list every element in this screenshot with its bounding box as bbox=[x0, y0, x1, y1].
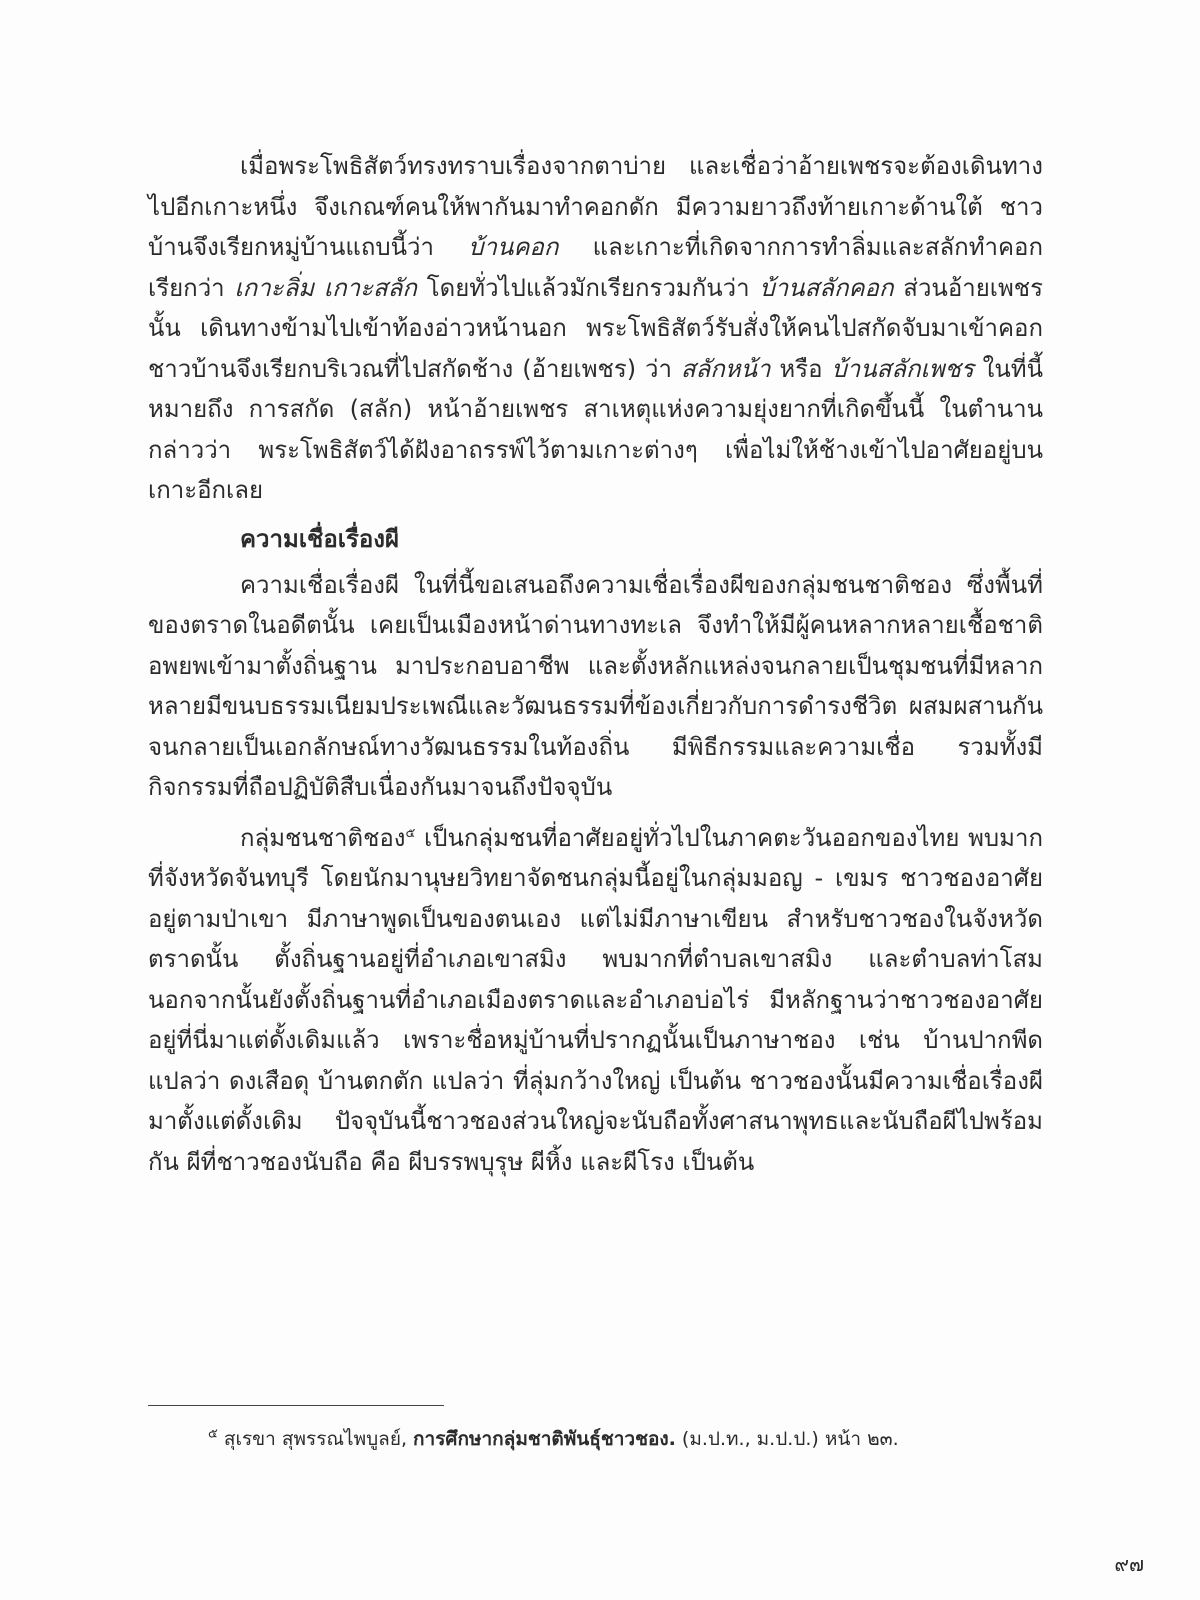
footnote-title: การศึกษากลุ่มชาติพันธุ์ชาวชอง. bbox=[413, 1428, 676, 1450]
page-number: ๙๗ bbox=[1114, 1552, 1144, 1576]
term-ban-salak-phet: บ้านสลักเพชร bbox=[831, 354, 974, 383]
section-heading: ความเชื่อเรื่องผี bbox=[240, 524, 400, 553]
paragraph-elephant-legend: เมื่อพระโพธิสัตว์ทรงทราบเรื่องจากตาบ่าย และเชื่อว่าอ้ายเพชรจะต้องเดินทางไปอีกเกาะหนึ่ง จึงเกณฑ์คนให้พากันมาทำคอกดัก มีความยาวถึงท้ายเกาะด้านใต้ ชาวบ้านจึงเรียกหมู่บ้านแถบนี้ว่า บ้านคอก และเกาะที่เกิดจากการทำลิ่มและสลักทำคอก เรียกว่า เกาะลิ่ม เกาะสลัก โดยทั่วไปแล้วมักเรียกรวมกันว่า บ้านสลักคอก ส่วนอ้ายเพชรนั้น เดินทางข้ามไปเข้าท้องอ่าวหน้านอก พระโพธิสัตว์รับสั่งให้คนไปสกัดจับมาเข้าคอก ชาวบ้านจึงเรียกบริเวณที่ไปสกัดช้าง (อ้ายเพชร) ว่า สลักหน้า หรือ บ้านสลักเพชร ในที่นี้หมายถึง การสกัด (สลัก) หน้าอ้ายเพชร สาเหตุแห่งความยุ่งยากที่เกิดขึ้นนี้ ในตำนานกล่าวว่า พระโพธิสัตว์ได้ฝังอาถรรพ์ไว้ตามเกาะต่างๆ เพื่อไม่ให้ช้างเข้าไปอาศัยอยู่บนเกาะอีกเลย bbox=[148, 152, 1044, 504]
body-text bbox=[148, 146, 1043, 1182]
footnote-author: สุเรขา สุพรรณไพบูลย์, bbox=[217, 1428, 414, 1450]
footnote-divider bbox=[148, 1405, 444, 1406]
term-ko-lim-ko-salak: เกาะลิ่ม เกาะสลัก bbox=[234, 273, 417, 302]
footnote-reference[interactable]: ๕ bbox=[405, 825, 416, 841]
term-salak-na: สลักหน้า bbox=[680, 354, 771, 383]
footnote bbox=[208, 1424, 1048, 1454]
term-ban-salak-khok: บ้านสลักคอก bbox=[759, 273, 894, 302]
footnote-rest: (ม.ป.ท., ม.ป.ป.) หน้า ๒๓. bbox=[675, 1428, 899, 1450]
term-ban-khok: บ้านคอก bbox=[468, 233, 559, 261]
paragraph-chong-people: กลุ่มชนชาติชอง$^๕$ เป็นกลุ่มชนที่อาศัยอยู่ทั่วไปในภาคตะวันออกของไทย พบมากที่จังหวัดจันทบุรี โดยนักมานุษยวิทยาจัดชนกลุ่มนี้อยู่ในกลุ่มมอญ - เขมร ชาวชองอาศัยอยู่ตามป่าเขา มีภาษาพูดเป็นของตนเอง แต่ไม่มีภาษาเขียน สำหรับชาวชองในจังหวัดตราดนั้น ตั้งถิ่นฐานอยู่ที่อำเภอเขาสมิง พบมากที่ตำบลเขาสมิง และตำบลท่าโสม นอกจากนั้นยังตั้งถิ่นฐานที่อำเภอเมืองตราดและอำเภอบ่อไร่ มีหลักฐานว่าชาวชองอาศัยอยู่ที่นี่มาแต่ดั้งเดิมแล้ว เพราะชื่อหมู่บ้านที่ปรากฏนั้นเป็นภาษาชอง เช่น บ้านปากพีด แปลว่า ดงเสือดุ บ้านตกตัก แปลว่า ที่ลุ่มกว้างใหญ่ เป็นต้น ชาวชองนั้นมีความเชื่อเรื่องผีมาตั้งแต่ดั้งเดิม ปัจจุบันนี้ชาวชองส่วนใหญ่จะนับถือทั้งศาสนาพุทธและนับถือผีไปพร้อมกัน ผีที่ชาวชองนับถือ คือ ผีบรรพบุรุษ ผีหิ้ง และผีโรง เป็นต้น bbox=[148, 823, 1043, 1176]
footnote-mark: ๕ bbox=[208, 1426, 218, 1442]
paragraph-ghost-belief: ความเชื่อเรื่องผี ในที่นี้ขอเสนอถึงความเชื่อเรื่องผีของกลุ่มชนชาติชอง ซึ่งพื้นที่ของตราดในอดีตนั้น เคยเป็นเมืองหน้าด่านทางทะเล จึงทำให้มีผู้คนหลากหลายเชื้อชาติอพยพเข้ามาตั้งถิ่นฐาน มาประกอบอาชีพ และตั้งหลักแหล่งจนกลายเป็นชุมชนที่มีหลากหลายมีขนบธรรมเนียมประเพณีและวัฒนธรรมที่ข้องเกี่ยวกับการดำรงชีวิต ผสมผสานกันจนกลายเป็นเอกลักษณ์ทางวัฒนธรรมในท้องถิ่น มีพิธีกรรมและความเชื่อ รวมทั้งมีกิจกรรมที่ถือปฏิบัติสืบเนื่องกันมาจนถึงปัจจุบัน bbox=[148, 570, 1043, 801]
